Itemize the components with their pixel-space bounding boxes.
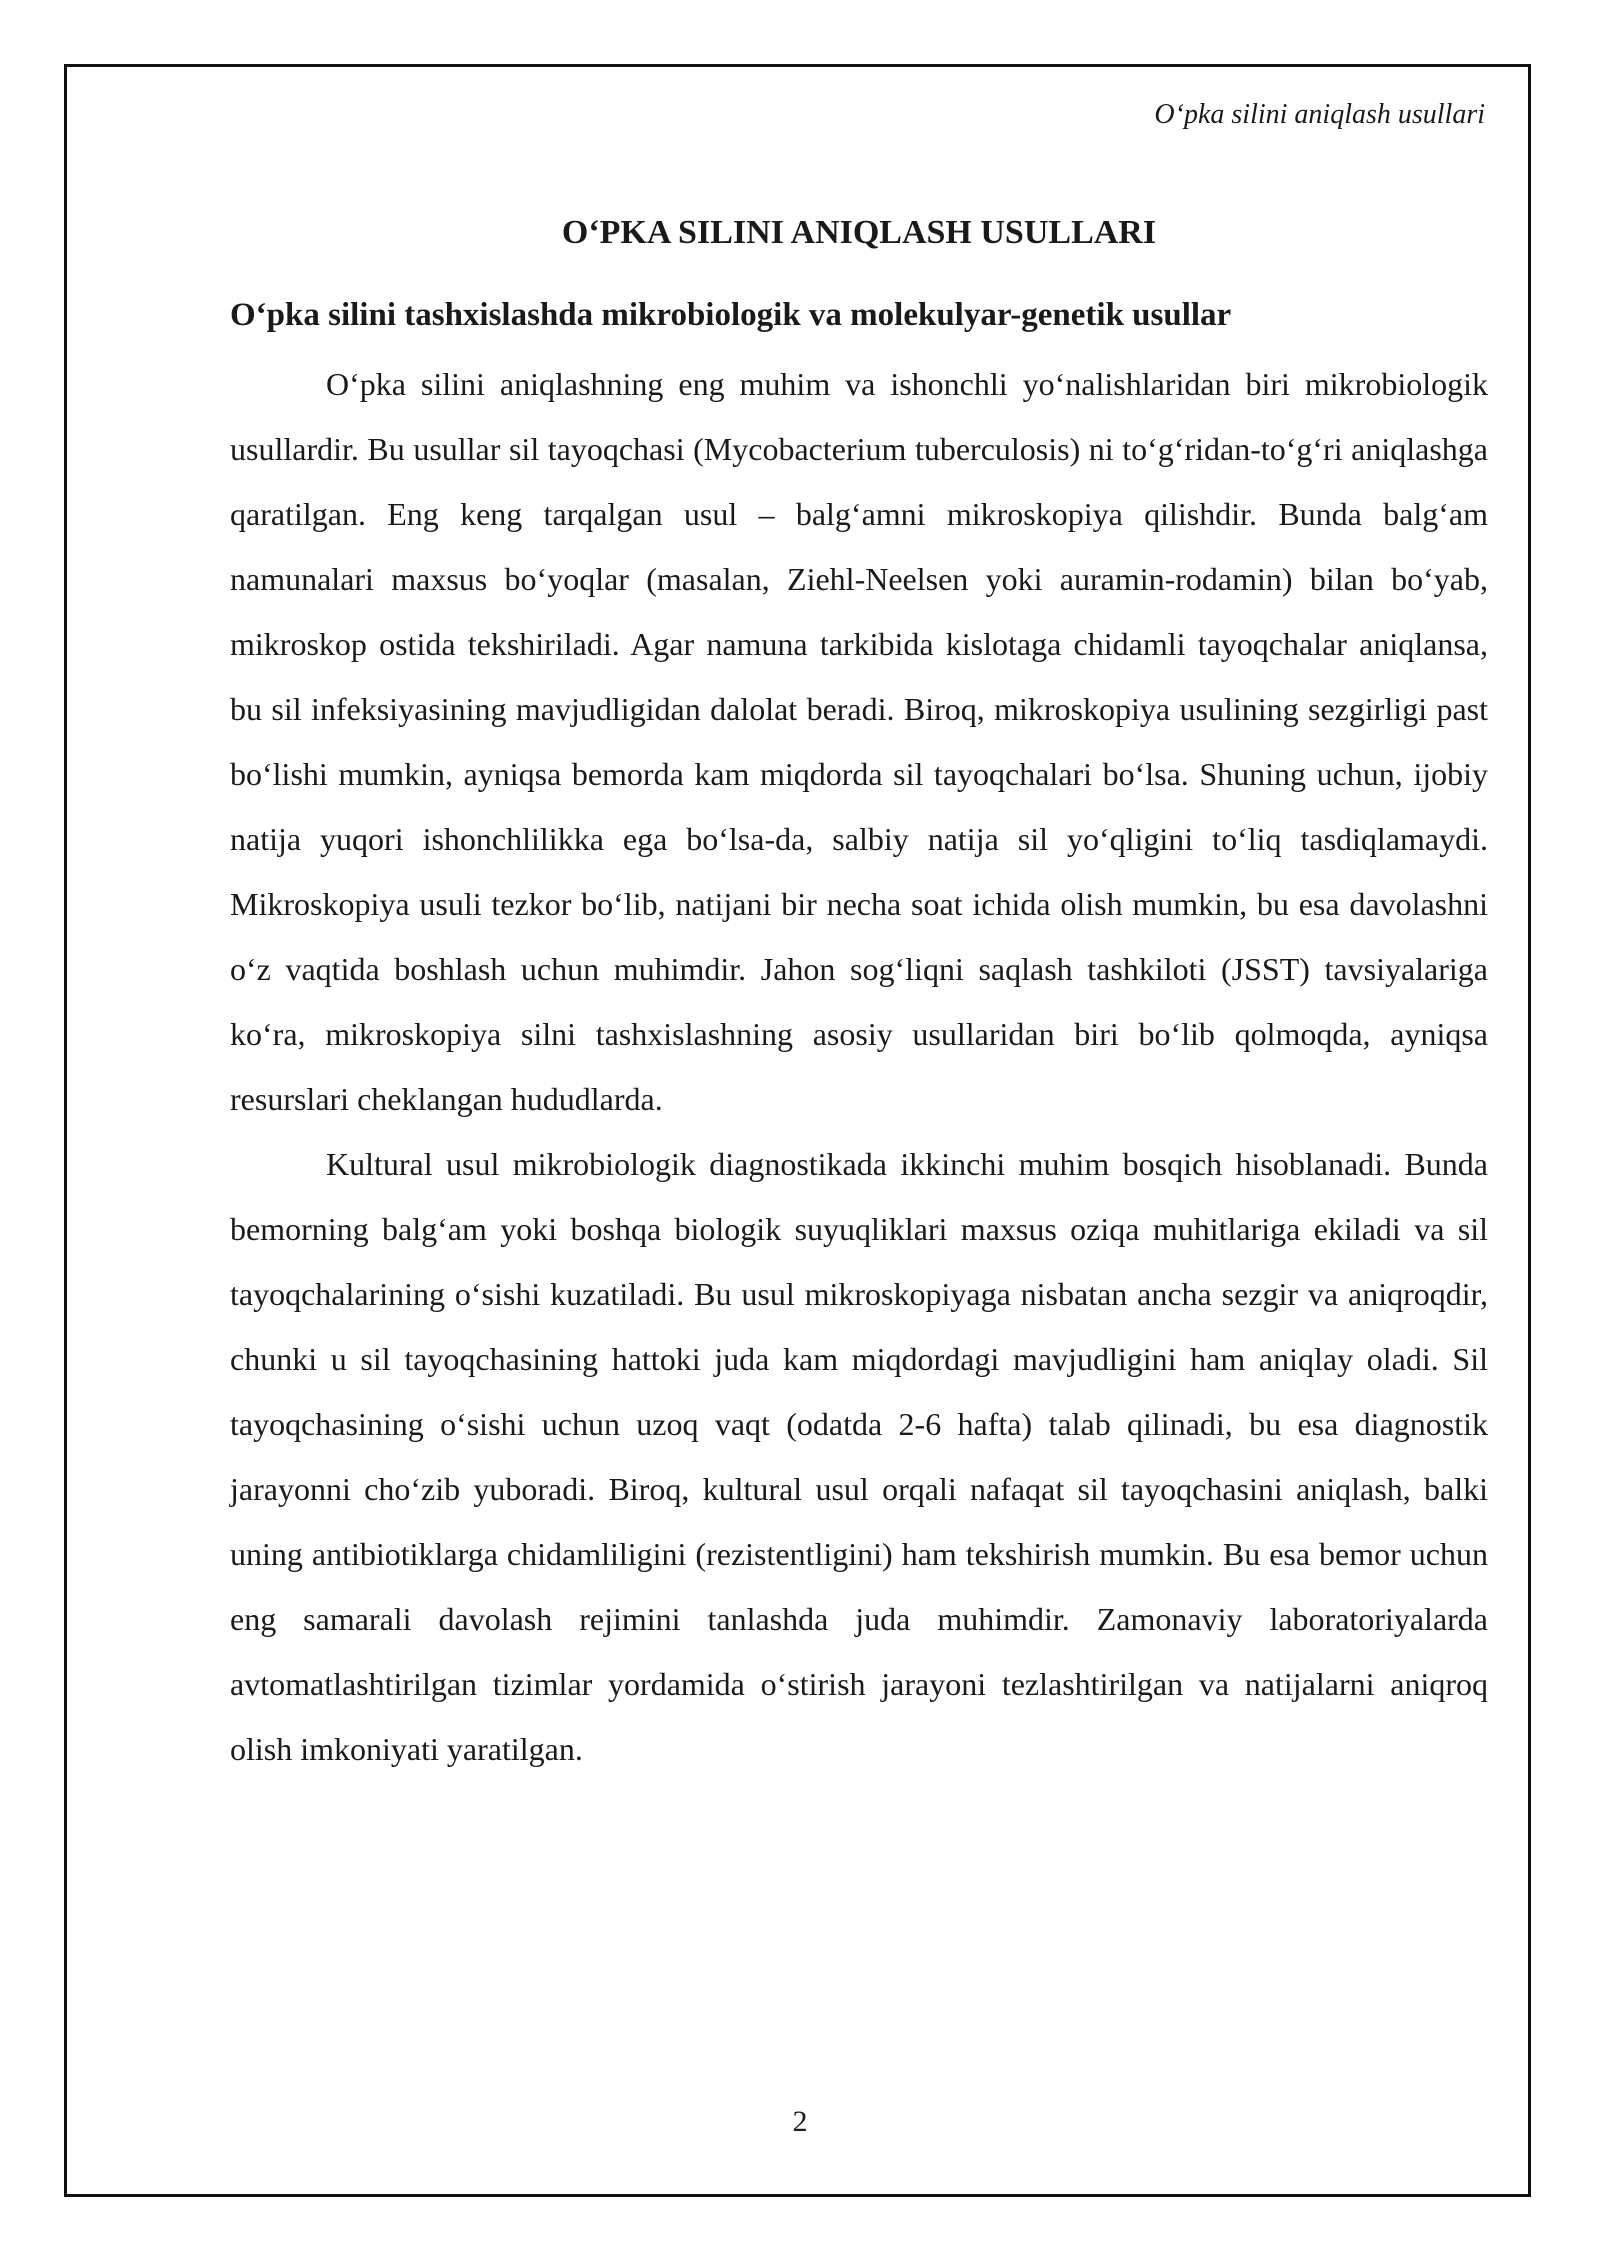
document-title: O‘PKA SILINI ANIQLASH USULLARI	[561, 214, 1157, 251]
document-body	[230, 212, 1488, 1782]
paragraph-culture: Kultural usul mikrobiologik diagnostikada ikkinchi muhim bosqich hisoblanadi. Bunda bemorning balg‘am yoki boshqa biologik suyuqliklari maxsus oziqa muhitlariga ekiladi va sil tayoqchalarining o‘sishi kuzatiladi. Bu usul mikroskopiyaga nisbatan ancha sezgir va aniqroqdir, chunki u sil tayoqchasining hattoki juda kam miqdordagi mavjudligini ham aniqlay oladi. Sil tayoqchasining o‘sishi uchun uzoq vaqt (odatda 2-6 hafta) talab qilinadi, bu esa diagnostik jarayonni cho‘zib yuboradi. Biroq, kultural usul orqali nafaqat sil tayoqchasini aniqlash, balki uning antibiotiklarga chidamliligini (rezistentligini) ham tekshirish mumkin. Bu esa bemor uchun eng samarali davolash rejimini tanlashda juda muhimdir. Zamonaviy laboratoriyalarda avtomatlashtirilgan tizimlar yordamida o‘stirish jarayoni tezlashtirilgan va natijalarni aniqroq olish imkoniyati yaratilgan.	[230, 1146, 1488, 1767]
page-number: 2	[792, 2105, 808, 2138]
paragraph-microscopy: O‘pka silini aniqlashning eng muhim va ishonchli yo‘nalishlaridan biri mikrobiologik usullardir. Bu usullar sil tayoqchasi (Mycobacterium tuberculosis) ni to‘g‘ridan-to‘g‘ri aniqlashga qaratilgan. Eng keng tarqalgan usul – balg‘amni mikroskopiya qilishdir. Bunda balg‘am namunalari maxsus bo‘yoqlar (masalan, Ziehl-Neelsen yoki auramin-rodamin) bilan bo‘yab, mikroskop ostida tekshiriladi. Agar namuna tarkibida kislotaga chidamli tayoqchalar aniqlansa, bu sil infeksiyasining mavjudligidan dalolat beradi. Biroq, mikroskopiya usulining sezgirligi past bo‘lishi mumkin, ayniqsa bemorda kam miqdorda sil tayoqchalari bo‘lsa. Shuning uchun, ijobiy natija yuqori ishonchlilikka ega bo‘lsa-da, salbiy natija sil yo‘qligini to‘liq tasdiqlamaydi. Mikroskopiya usuli tezkor bo‘lib, natijani bir necha soat ichida olish mumkin, bu esa davolashni o‘z vaqtida boshlash uchun muhimdir. Jahon sog‘liqni saqlash tashkiloti (JSST) tavsiyalariga ko‘ra, mikroskopiya silni tashxislashning asosiy usullaridan biri bo‘lib qolmoqda, ayniqsa resurslari cheklangan hududlarda.	[230, 366, 1488, 1117]
section-heading: O‘pka silini tashxislashda mikrobiologik va molekulyar-genetik usullar	[230, 297, 1232, 333]
running-header: O‘pka silini aniqlash usullari	[1154, 99, 1485, 130]
